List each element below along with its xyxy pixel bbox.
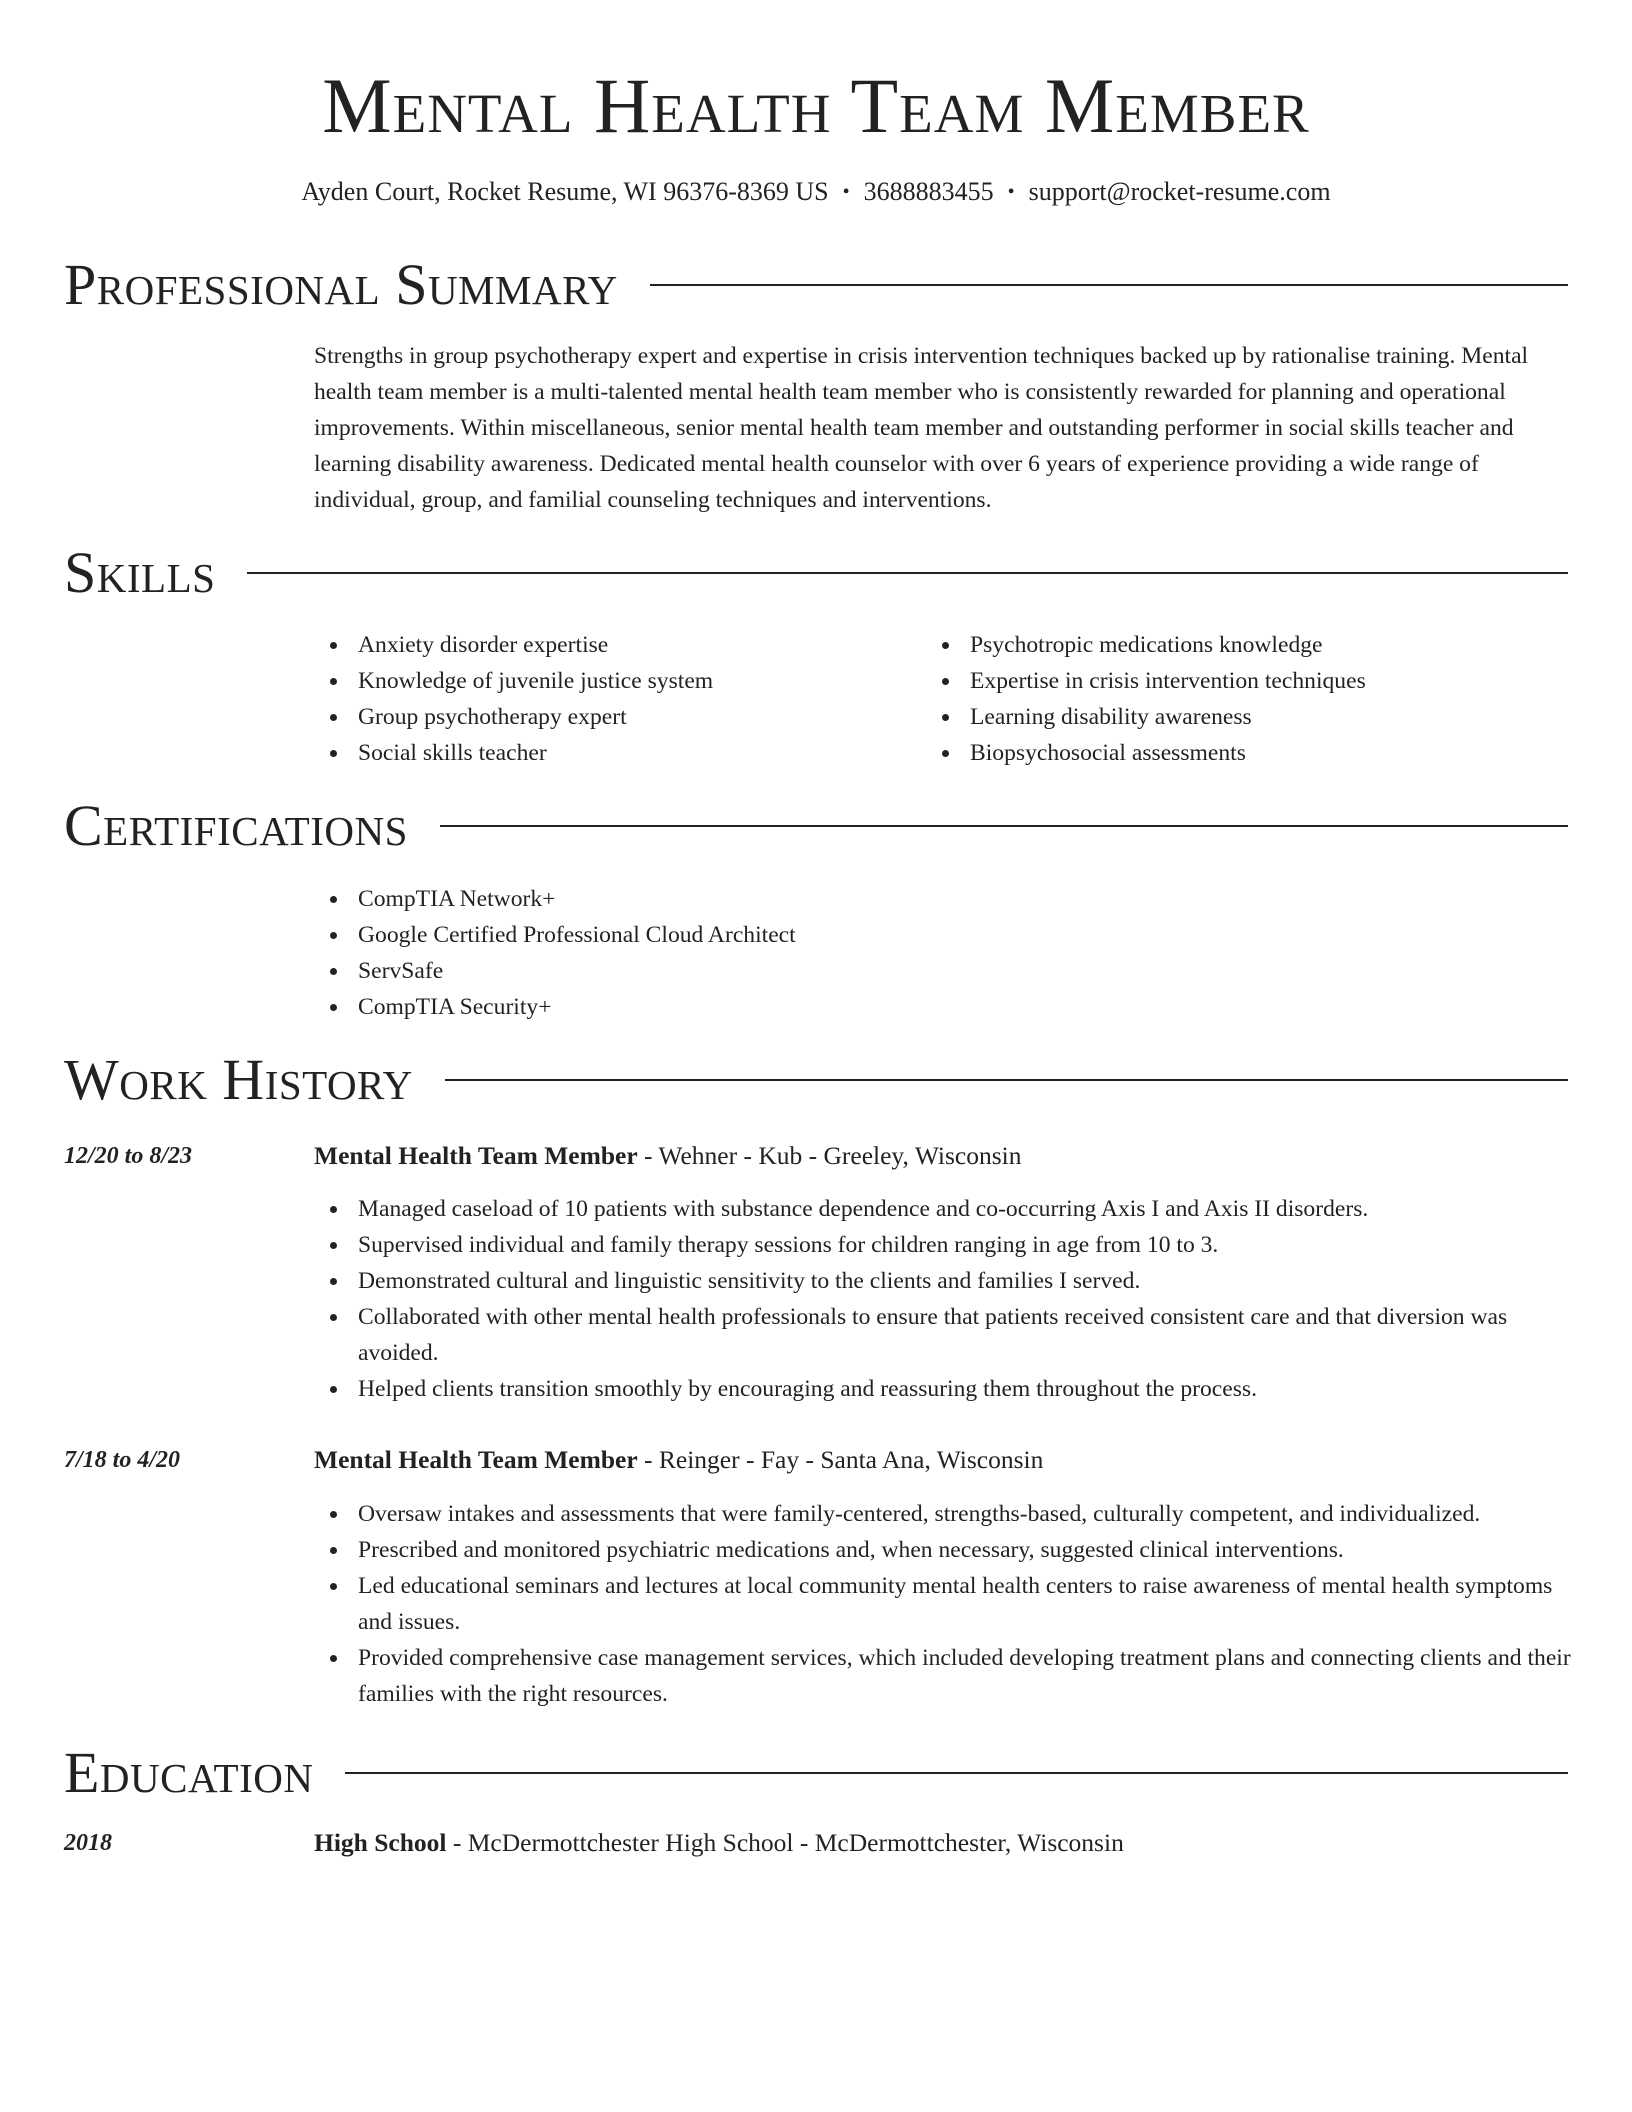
section-title: Work History bbox=[64, 1047, 413, 1112]
certification-item: ServSafe bbox=[314, 953, 1514, 989]
section-summary-header bbox=[64, 250, 1568, 320]
responsibility-item: Helped clients transition smoothly by encouraging and reassuring them throughout the process. bbox=[314, 1371, 1574, 1407]
responsibility-item: Managed caseload of 10 patients with substance dependence and co-occurring Axis I and Axis II disorders. bbox=[314, 1191, 1574, 1227]
resume-name: Mental Health Team Member bbox=[322, 62, 1310, 149]
job-responsibilities bbox=[314, 1496, 1574, 1712]
job-responsibilities bbox=[314, 1191, 1574, 1407]
job-employer: - Reinger - Fay - Santa Ana, Wisconsin bbox=[637, 1445, 1044, 1474]
contact-separator: • bbox=[1007, 181, 1015, 203]
section-title: Skills bbox=[64, 540, 216, 605]
section-divider bbox=[247, 572, 1568, 574]
job-dates: 12/20 to 8/23 bbox=[64, 1143, 193, 1169]
skill-item: Knowledge of juvenile justice system bbox=[314, 663, 914, 699]
job-title-line bbox=[314, 1138, 1021, 1174]
section-title: Education bbox=[64, 1740, 314, 1805]
responsibility-item: Collaborated with other mental health professionals to ensure that patients received consistent care and that diversion was avoided. bbox=[314, 1299, 1574, 1371]
education-school: - McDermottchester High School - McDermottchester, Wisconsin bbox=[446, 1828, 1124, 1857]
job-dates: 7/18 to 4/20 bbox=[64, 1447, 181, 1473]
responsibility-item: Prescribed and monitored psychiatric medications and, when necessary, suggested clinical interventions. bbox=[314, 1532, 1574, 1568]
section-title: Professional Summary bbox=[64, 252, 618, 317]
skill-item: Expertise in crisis intervention techniques bbox=[926, 663, 1526, 699]
summary-text: Strengths in group psychotherapy expert and expertise in crisis intervention techniques backed up by rationalise training. Mental health team member is a multi-talented mental health team member who is consistently rewarded for planning and operational improvements. Within miscellaneous, senior mental health team member and outstanding performer in social skills teacher and learning disability awareness. Dedicated mental health counselor with over 6 years of experience providing a wide range of individual, group, and familial counseling techniques and interventions. bbox=[314, 343, 1529, 513]
contact-email: support@rocket-resume.com bbox=[1028, 177, 1331, 206]
contact-separator: • bbox=[842, 181, 850, 203]
contact-line bbox=[0, 174, 1632, 210]
section-education-header bbox=[64, 1738, 1568, 1808]
section-work-header bbox=[64, 1045, 1568, 1115]
certification-item: Google Certified Professional Cloud Architect bbox=[314, 917, 1514, 953]
skill-item: Learning disability awareness bbox=[926, 699, 1526, 735]
skill-item: Biopsychosocial assessments bbox=[926, 735, 1526, 771]
certifications-list bbox=[314, 881, 1514, 1025]
certification-item: CompTIA Security+ bbox=[314, 989, 1514, 1025]
skills-column-left bbox=[314, 627, 914, 771]
contact-address: Ayden Court, Rocket Resume, WI 96376-8369 US bbox=[301, 177, 829, 206]
job-title-line bbox=[314, 1442, 1043, 1478]
job-title: Mental Health Team Member bbox=[314, 1445, 638, 1474]
section-divider bbox=[440, 825, 1568, 827]
education-degree: High School bbox=[314, 1828, 447, 1857]
certification-item: CompTIA Network+ bbox=[314, 881, 1514, 917]
section-skills-header bbox=[64, 538, 1568, 608]
skill-item: Psychotropic medications knowledge bbox=[926, 627, 1526, 663]
responsibility-item: Supervised individual and family therapy sessions for children ranging in age from 10 to 3. bbox=[314, 1227, 1574, 1263]
contact-phone: 3688883455 bbox=[863, 177, 994, 206]
responsibility-item: Provided comprehensive case management services, which included developing treatment plans and connecting clients and their families with the right resources. bbox=[314, 1640, 1574, 1712]
job-employer: - Wehner - Kub - Greeley, Wisconsin bbox=[637, 1141, 1022, 1170]
education-line bbox=[314, 1825, 1124, 1861]
section-divider bbox=[650, 284, 1568, 286]
skill-item: Social skills teacher bbox=[314, 735, 914, 771]
job-title: Mental Health Team Member bbox=[314, 1141, 638, 1170]
section-divider bbox=[445, 1079, 1568, 1081]
responsibility-item: Led educational seminars and lectures at local community mental health centers to raise awareness of mental health symptoms and issues. bbox=[314, 1568, 1574, 1640]
section-title: Certifications bbox=[64, 793, 408, 858]
education-year: 2018 bbox=[64, 1830, 112, 1856]
section-divider bbox=[345, 1772, 1568, 1774]
skill-item: Anxiety disorder expertise bbox=[314, 627, 914, 663]
skill-item: Group psychotherapy expert bbox=[314, 699, 914, 735]
responsibility-item: Demonstrated cultural and linguistic sensitivity to the clients and families I served. bbox=[314, 1263, 1574, 1299]
section-certifications-header bbox=[64, 791, 1568, 861]
skills-column-right bbox=[926, 627, 1526, 771]
responsibility-item: Oversaw intakes and assessments that were family-centered, strengths-based, culturally competent, and individualized. bbox=[314, 1496, 1574, 1532]
